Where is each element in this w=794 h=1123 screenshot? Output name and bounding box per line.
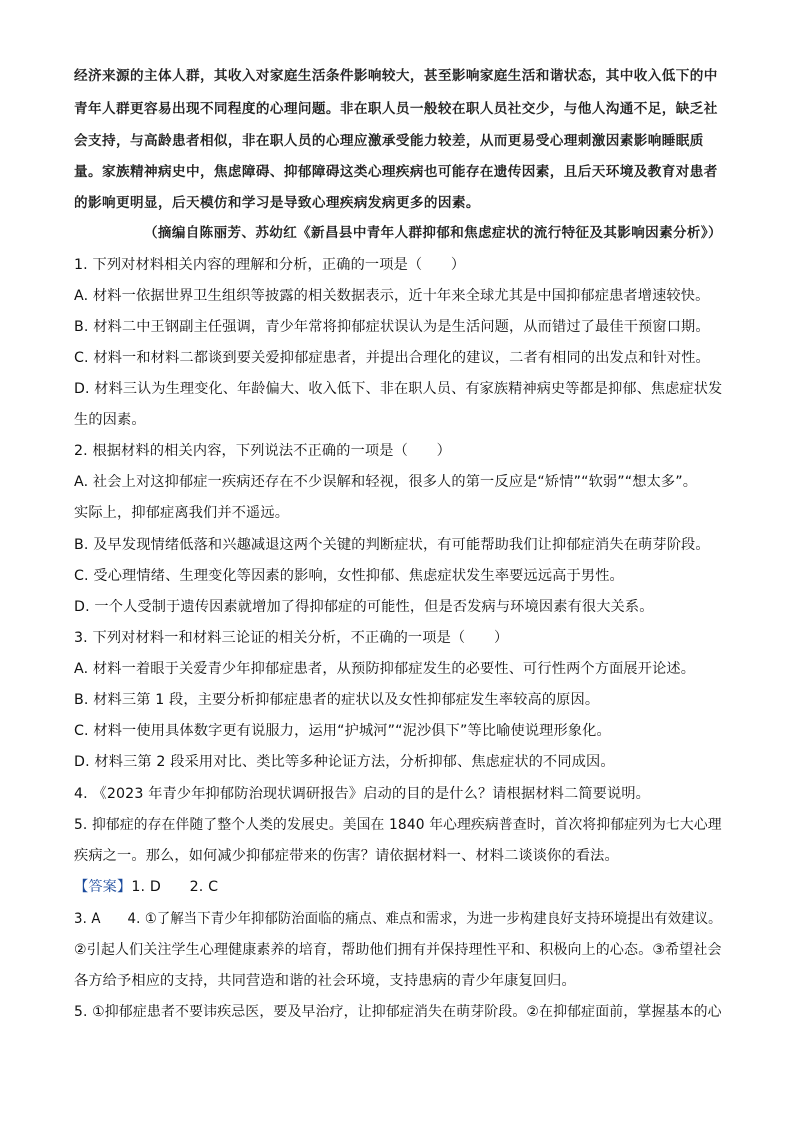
question-stem: 3. 下列对材料一和材料三论证的相关分析，不正确的一项是（ ） <box>74 630 509 646</box>
option-d-continued: 生的因素。 <box>74 412 146 428</box>
question-stem: 1. 下列对材料相关内容的理解和分析，正确的一项是（ ） <box>74 257 466 273</box>
answer-line: 5. ①抑郁症患者不要讳疾忌医，要及早治疗，让抑郁症消失在萌芽阶段。②在抑郁症面前，掌握基本的心 <box>74 1004 722 1020</box>
option-b: B. 及早发现情绪低落和兴趣减退这两个关键的判断症状，有可能帮助我们让抑郁症消失在萌芽阶段。 <box>74 537 710 553</box>
passage-line: 青年人群更容易出现不同程度的心理问题。非在职人员一般较在职人员社交少，与他人沟通不足，缺乏社 <box>74 101 718 117</box>
option-a: A. 材料一依据世界卫生组织等披露的相关数据表示，近十年来全球尤其是中国抑郁症患者增速较快。 <box>74 288 710 304</box>
passage-line: 的影响更明显，后天模仿和学习是导致心理疾病发病更多的因素。 <box>74 195 480 211</box>
passage-line: 量。家族精神病史中，焦虑障碍、抑郁障碍这类心理疾病也可能存在遗传因素，且后天环境及教育对患者 <box>74 164 718 180</box>
answer-line: 各方给予相应的支持，共同营造和谐的社会环境，支持患病的青少年康复回归。 <box>74 973 576 989</box>
option-c: C. 受心理情绪、生理变化等因素的影响，女性抑郁、焦虑症状发生率要远远高于男性。 <box>74 568 624 584</box>
passage-line: 会支持，与高龄患者相似，非在职人员的心理应激承受能力较差，从而更易受心理刺激因素影响睡眠质 <box>74 133 704 149</box>
question-stem-continued: 疾病之一。那么，如何减少抑郁症带来的伤害？请依据材料一、材料二谈谈你的看法。 <box>74 848 619 864</box>
option-d: D. 一个人受制于遗传因素就增加了得抑郁症的可能性，但是否发病与环境因素有很大关系。 <box>74 599 654 615</box>
answer-first-line <box>74 877 218 897</box>
option-a-continued: 实际上，抑郁症离我们并不遥远。 <box>74 505 290 521</box>
answer-values: 1. D 2. C <box>131 879 219 895</box>
option-a: A. 材料一着眼于关爱青少年抑郁症患者，从预防抑郁症发生的必要性、可行性两个方面展开论述。 <box>74 661 696 677</box>
passage-line: 经济来源的主体人群，其收入对家庭生活条件影响较大，甚至影响家庭生活和谐状态，其中收入低下的中 <box>74 68 718 84</box>
question-stem: 4. 《2023 年青少年抑郁防治现状调研报告》启动的目的是什么？请根据材料二简要说明。 <box>74 786 651 802</box>
option-d: D. 材料三第 2 段采用对比、类比等多种论证方法，分析抑郁、焦虑症状的不同成因。 <box>74 754 615 770</box>
question-stem: 5. 抑郁症的存在伴随了整个人类的发展史。美国在 1840 年心理疾病普查时，首次将抑郁症列为七大心理 <box>74 817 722 833</box>
option-a: A. 社会上对这抑郁症一疾病还存在不少误解和轻视，很多人的第一反应是“矫情”“软弱”“想太多”。 <box>74 474 698 490</box>
option-b: B. 材料二中王钢副主任强调，青少年常将抑郁症状误认为是生活问题，从而错过了最佳干预窗口期。 <box>74 319 710 335</box>
answer-label: 【答案】 <box>74 879 132 895</box>
answer-line: ②引起人们关注学生心理健康素养的培育，帮助他们拥有并保持理性平和、积极向上的心态。③希望社会 <box>74 942 722 958</box>
option-b: B. 材料三第 1 段，主要分析抑郁症患者的症状以及女性抑郁症发生率较高的原因。 <box>74 692 600 708</box>
option-c: C. 材料一使用具体数字更有说服力，运用“护城河”“泥沙俱下”等比喻使说理形象化。 <box>74 723 611 739</box>
question-stem: 2. 根据材料的相关内容，下列说法不正确的一项是（ ） <box>74 443 451 459</box>
passage-citation: （摘编自陈丽芳、苏幼红《新昌县中青年人群抑郁和焦虑症状的流行特征及其影响因素分析》） <box>144 225 722 241</box>
option-c: C. 材料一和材料二都谈到要关爱抑郁症患者，并提出合理化的建议，二者有相同的出发点和针对性。 <box>74 350 710 366</box>
answer-line: 3. A 4. ①了解当下青少年抑郁防治面临的痛点、难点和需求，为进一步构建良好支持环境提出有效建议。 <box>74 911 722 927</box>
option-d: D. 材料三认为生理变化、年龄偏大、收入低下、非在职人员、有家族精神病史等都是抑郁、焦虑症状发 <box>74 381 723 397</box>
